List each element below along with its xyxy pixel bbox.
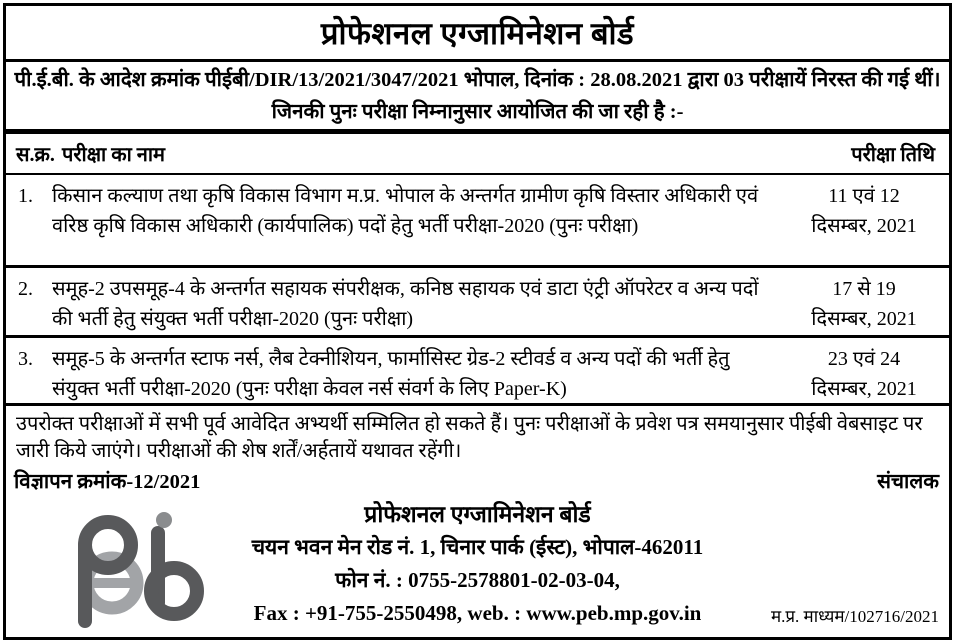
exam-serial: 3. [18,348,33,370]
intro-paragraph: पी.ई.बी. के आदेश क्रमांक पीईबी/DIR/13/2021/3047/2021 भोपाल, दिनांक : 28.08.2021 द्वारा 03 परीक्षायें निरस्त की गई थीं। जिनकी पुनः परीक्षा निम्नानुसार आयोजित की जा रही है :- [6,62,949,134]
exam-date-month: दिसम्बर, 2021 [811,215,917,237]
table-row [6,268,949,338]
exam-name: समूह-5 के अन्तर्गत स्टाफ नर्स, लैब टेक्नीशियन, फार्मासिस्ट ग्रेड-2 स्टीवर्ड व अन्य पदों की भर्ती हेतु संयुक्त भर्ती परीक्षा-2020 (पुनः परीक्षा केवल नर्स संवर्ग के लिए Paper-K) [52,348,730,400]
header-serial: स.क्र. [16,144,55,166]
header-exam-date: परीक्षा तिथि [851,144,935,166]
advertisement-line [6,465,949,495]
exam-date-days: 17 से 19 [832,278,896,300]
madhyam-reference: म.प्र. माध्यम/102716/2021 [770,607,939,626]
peb-logo-icon [48,511,210,629]
page-title: प्रोफेशनल एग्जामिनेशन बोर्ड [6,6,949,62]
exam-name: समूह-2 उपसमूह-4 के अन्तर्गत सहायक संपरीक्षक, कनिष्ठ सहायक एवं डाटा एंट्री ऑपरेटर व अन्य पदों की भर्ती हेतु संयुक्त भर्ती परीक्षा-2020 (पुनः परीक्षा) [52,278,759,330]
exam-serial: 1. [18,185,33,207]
footer-phone: फोन नं. : 0755-2578801-02-03-04, [335,568,620,592]
exam-serial: 2. [18,278,33,300]
exam-date-month: दिसम्बर, 2021 [811,308,917,330]
footer-org-name: प्रोफेशनल एग्जामिनेशन बोर्ड [364,502,591,527]
table-row [6,338,949,406]
exam-date-days: 23 एवं 24 [827,348,901,370]
table-header [6,134,949,175]
exam-date [779,274,949,335]
footer-street-address: चयन भवन मेन रोड नं. 1, चिनार पार्क (ईस्ट), भोपाल-462011 [251,535,704,559]
exam-name: किसान कल्याण तथा कृषि विकास विभाग म.प्र. भोपाल के अन्तर्गत ग्रामीण कृषि विस्तार अधिकारी एवं वरिष्ठ कृषि विकास अधिकारी (कार्यपालिक) पदों हेतु भर्ती परीक्षा-2020 (पुनः परीक्षा) [52,185,759,237]
notice-document [3,3,952,640]
header-exam-name: परीक्षा का नाम [62,144,166,166]
exam-date-days: 11 एवं 12 [828,185,900,207]
footer-fax-web: Fax : +91-755-2550498, web. : www.peb.mp.gov.in [253,601,702,625]
advertisement-number: विज्ञापन क्रमांक-12/2021 [14,471,201,493]
table-row [6,175,949,268]
exam-date [779,181,949,265]
note-paragraph: उपरोक्त परीक्षाओं में सभी पूर्व आवेदित अभ्यर्थी सम्मिलित हो सकते हैं। पुनः परीक्षाओं के प्रवेश पत्र समयानुसार पीईबी वेबसाइट पर जारी किये जाएंगे। परीक्षाओं की शेष शर्तें/अर्हतायें यथावत रहेंगी। [16,413,923,462]
exam-date [779,344,949,403]
footer-address-block [6,495,949,637]
exam-date-month: दिसम्बर, 2021 [811,378,917,400]
signatory-label: संचालक [877,471,939,493]
